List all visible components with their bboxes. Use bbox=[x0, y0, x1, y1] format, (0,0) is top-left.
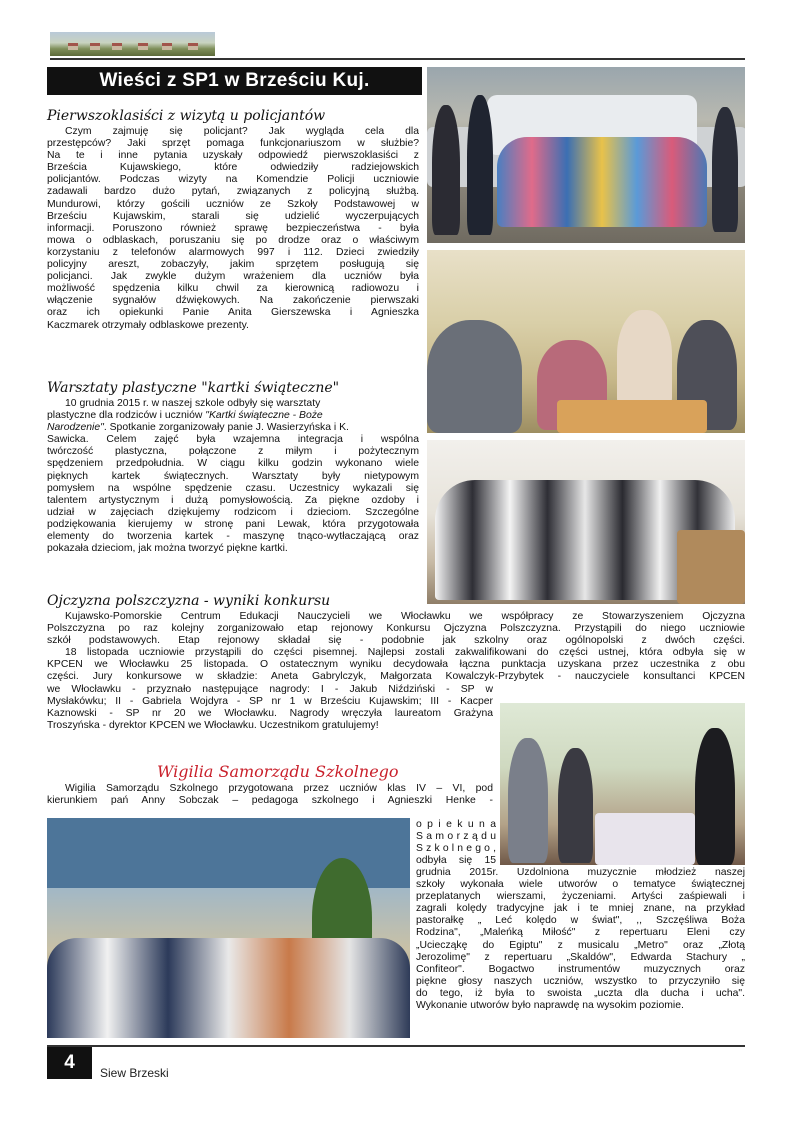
text-line: przestępców? Jaki sprzęt pomaga funkcjonariuszom w służbie? bbox=[47, 138, 419, 150]
text-line: Mundurowi, którzy gościli uczniów ze Szkoły Podstawowej w bbox=[47, 198, 419, 210]
text-line: Brześciu Kujawskim, starali się udzielić wyczerpujących bbox=[47, 210, 419, 222]
text-line: piękne głosy naszych uczniów, wszystko to przyczyniło się bbox=[416, 975, 745, 987]
magazine-name: Siew Brzeski bbox=[100, 1066, 169, 1080]
text-line: Brześcia Kujawskiego, które odwiedziły radziejowskich bbox=[47, 162, 419, 174]
text-line: Kujawsko-Pomorskie Centrum Edukacji Nauczycieli we Włocławku we współpracy ze Stowarzyszeniem Ojczyzna bbox=[65, 611, 745, 622]
text-line: elementy do tworzenia kartek - maszynę tnąco-wytłaczającą oraz bbox=[47, 531, 419, 543]
text-line: Polszczyzna po raz kolejny zorganizowało etap rejonowy Konkursu Ojczyzna Polszczyzna. Przystąpili do niego uczniowie bbox=[47, 623, 745, 635]
text-line: Kaznowski - SP nr 20 we Włocławku. Nagrody wręczyła laureatom Grażyna bbox=[47, 708, 493, 720]
text-line: Czym zajmuję się policjant? Jak wygląda cela dla bbox=[65, 126, 419, 137]
text-line: pokazała dzieciom, jak można tworzyć piękne kartki. bbox=[47, 543, 288, 555]
article-title-contest: Ojczyzna polszczyzna - wyniki konkursu bbox=[47, 593, 331, 609]
workshop-line: plastyczne dla rodziców i uczniów "Kartki świąteczne - Boże bbox=[47, 410, 323, 422]
text-line: „Uciecząkę do Egiptu" z musicalu „Metro" oraz „Złotą bbox=[416, 939, 745, 951]
article-body-contest bbox=[47, 611, 745, 684]
photo-workshop bbox=[427, 250, 745, 433]
workshop-line: Narodzenie". Spotkanie zorganizowały panie J. Wasierzyńska i K. bbox=[47, 422, 349, 434]
photo-workshop-group bbox=[427, 440, 745, 604]
text-line: włączenie sygnałów dźwiękowych. Na zakończenie pierwszaki bbox=[47, 295, 419, 307]
text-line: informacji. Poruszono również sprawę bezpieczeństwa - była bbox=[47, 222, 419, 234]
text-line: S a m o r z ą d u bbox=[416, 831, 496, 843]
text-line: o p i e k u n a bbox=[416, 819, 496, 830]
photo-christmas-eve-classroom bbox=[47, 818, 410, 1038]
text-line: pięknych kartek świątecznych. Warsztaty były nietypowym bbox=[47, 470, 419, 482]
text-line: pomysłem na wspólne spędzenie czasu. Uczestnicy wykazali się bbox=[47, 482, 419, 494]
text-line: Wigilia Samorządu Szkolnego przygotowana przez uczniów klas IV – VI, pod bbox=[65, 783, 493, 794]
text-line: Confiteor". Bogactwo instrumentów muzycznych oraz bbox=[416, 963, 745, 975]
text-line: udział w zajęciach dziękujemy rodzicom i dzieciom. Szczególne bbox=[47, 506, 419, 518]
text-line: części. Jury konkursowe w składzie: Aneta Gabrylczyk, Małgorzata Kowalczyk-Przybytek - nauczyciele konsultanci KPCEN bbox=[47, 671, 745, 683]
article-title-police: Pierwszoklasiści z wizytą u policjantów bbox=[47, 108, 326, 124]
text-line: Rodzina", „Maleńką Miłość" z repertuaru Eleni czy bbox=[416, 927, 745, 939]
text-line: 18 listopada uczniowie przystąpili do części pisemnej. Najlepsi zostali zakwalifikowani do części ustnej, która odbyła się w bbox=[65, 647, 745, 659]
article-body-christmas-short bbox=[416, 819, 496, 867]
text-line: korzystaniu z telefonów alarmowych 997 i 112. Dzieci zwiedziły bbox=[47, 246, 419, 258]
header-rule bbox=[50, 58, 745, 60]
text-line: policjanci. Jak zwykle dużym wrażeniem dla uczniów była bbox=[47, 271, 419, 283]
text-line: pastorałkę „ Leć kolędo w świat", ,, Szczęśliwa Boża bbox=[416, 915, 745, 927]
text-line: odbyła się 15 bbox=[416, 855, 496, 867]
text-line: Troszyńska - dyrektor KPCEN we Włocławku. Uczestnikom gratulujemy! bbox=[47, 720, 379, 732]
article-body-police bbox=[47, 126, 419, 332]
page-number: 4 bbox=[47, 1047, 92, 1079]
workshop-line: 10 grudnia 2015 r. w naszej szkole odbyły się warsztaty bbox=[65, 398, 321, 409]
text-line: przeplatanych wierszami, życzeniami. Artyści zaśpiewali i bbox=[416, 891, 745, 903]
photo-christmas-table bbox=[500, 703, 745, 865]
text-line: we Włocławku - przyznało następujące nagrody: I - Jakub Niździński - SP w bbox=[47, 684, 493, 695]
text-line: możliwość spędzenia kilku chwil za kierownicą radiowozu i bbox=[47, 283, 419, 295]
text-line: Sawicka. Celem zajęć była wzajemna integracja i wspólna bbox=[47, 434, 419, 446]
text-line: podziękowania kierujemy w stronę pani Lewak, która przygotowała bbox=[47, 518, 419, 530]
footer-rule bbox=[47, 1045, 745, 1047]
text-line: oraz ich opiekunki Panie Anita Gierszewska i Agnieszka bbox=[47, 307, 419, 319]
text-line: Jerozolimę" z repertuaru „Skaldów", Edwarda Stachury „ bbox=[416, 951, 745, 963]
article-body-workshop bbox=[47, 398, 419, 555]
text-line: zagrali kolędy tradycyjne jak i te mniej znane, na przykład bbox=[416, 903, 745, 915]
text-line: policjantów. Podczas wizyty na Komendzie Policji uczniowie bbox=[47, 174, 419, 186]
article-body-christmas bbox=[47, 783, 493, 807]
text-line: spędzeniem przedpołudnia. W ciągu kilku godzin wykonano wiele bbox=[47, 458, 419, 470]
text-line: Na te i inne pytania uzyskały odpowiedź pierwszoklasiści z bbox=[47, 150, 419, 162]
text-line: mowa o odblaskach, poruszaniu się po drodze oraz o właściwym bbox=[47, 234, 419, 246]
article-title-christmas: Wigilia Samorządu Szkolnego bbox=[157, 762, 399, 781]
text-line: zadawali bardzo dużo pytań, związanych z policyjną służbą. bbox=[47, 186, 419, 198]
text-line: grudnia 2015r. Uzdolniona muzycznie młodzież naszej bbox=[416, 867, 745, 878]
text-line: Kaczmarek otrzymały odblaskowe prezenty. bbox=[47, 319, 249, 331]
text-line: Wykonanie utworów było naprawdę na wysokim poziomie. bbox=[416, 1000, 684, 1012]
article-body-christmas-right bbox=[416, 867, 745, 1012]
text-line: KPCEN we Włocławku 25 listopada. O ostatecznym wyniku decydowała łączna punktacja uzyskana przez uczestnika z obu bbox=[47, 659, 745, 671]
header-town-photo bbox=[50, 32, 215, 56]
text-line: szkół podstawowych. Etap rejonowy składał się - podobnie jak szkolny oraz ogólnopolski z dwóch części. bbox=[47, 635, 745, 647]
article-body-contest-cont bbox=[47, 684, 493, 732]
text-line: szkoły wykonała wiele utworów o tematyce świątecznej bbox=[416, 879, 745, 891]
text-line: twórczość plastyczna, połączone z miłym i pożytecznym bbox=[47, 446, 419, 458]
page-banner: Wieści z SP1 w Brześciu Kuj. bbox=[47, 67, 422, 95]
text-line: S z k o l n e g o , bbox=[416, 843, 496, 855]
text-line: policyjny areszt, zobaczyły, jakim sprzętem posługują się bbox=[47, 259, 419, 271]
text-line: do tego, iż była to swoista „uczta dla ducha i ucha". bbox=[416, 987, 745, 999]
text-line: talentem artystycznym i dużą pomysłowością. Za piękne ozdoby i bbox=[47, 494, 419, 506]
text-line: Mysłakówku; II - Gabriela Wojdyra - SP nr 1 w Brześciu Kujawskim; III - Kacper bbox=[47, 696, 493, 708]
photo-police-visit bbox=[427, 67, 745, 243]
text-line: kierunkiem pań Anny Sobczak – pedagoga szkolnego i Agnieszki Henke - bbox=[47, 795, 493, 807]
article-title-workshop: Warsztaty plastyczne "kartki świąteczne" bbox=[47, 380, 340, 396]
